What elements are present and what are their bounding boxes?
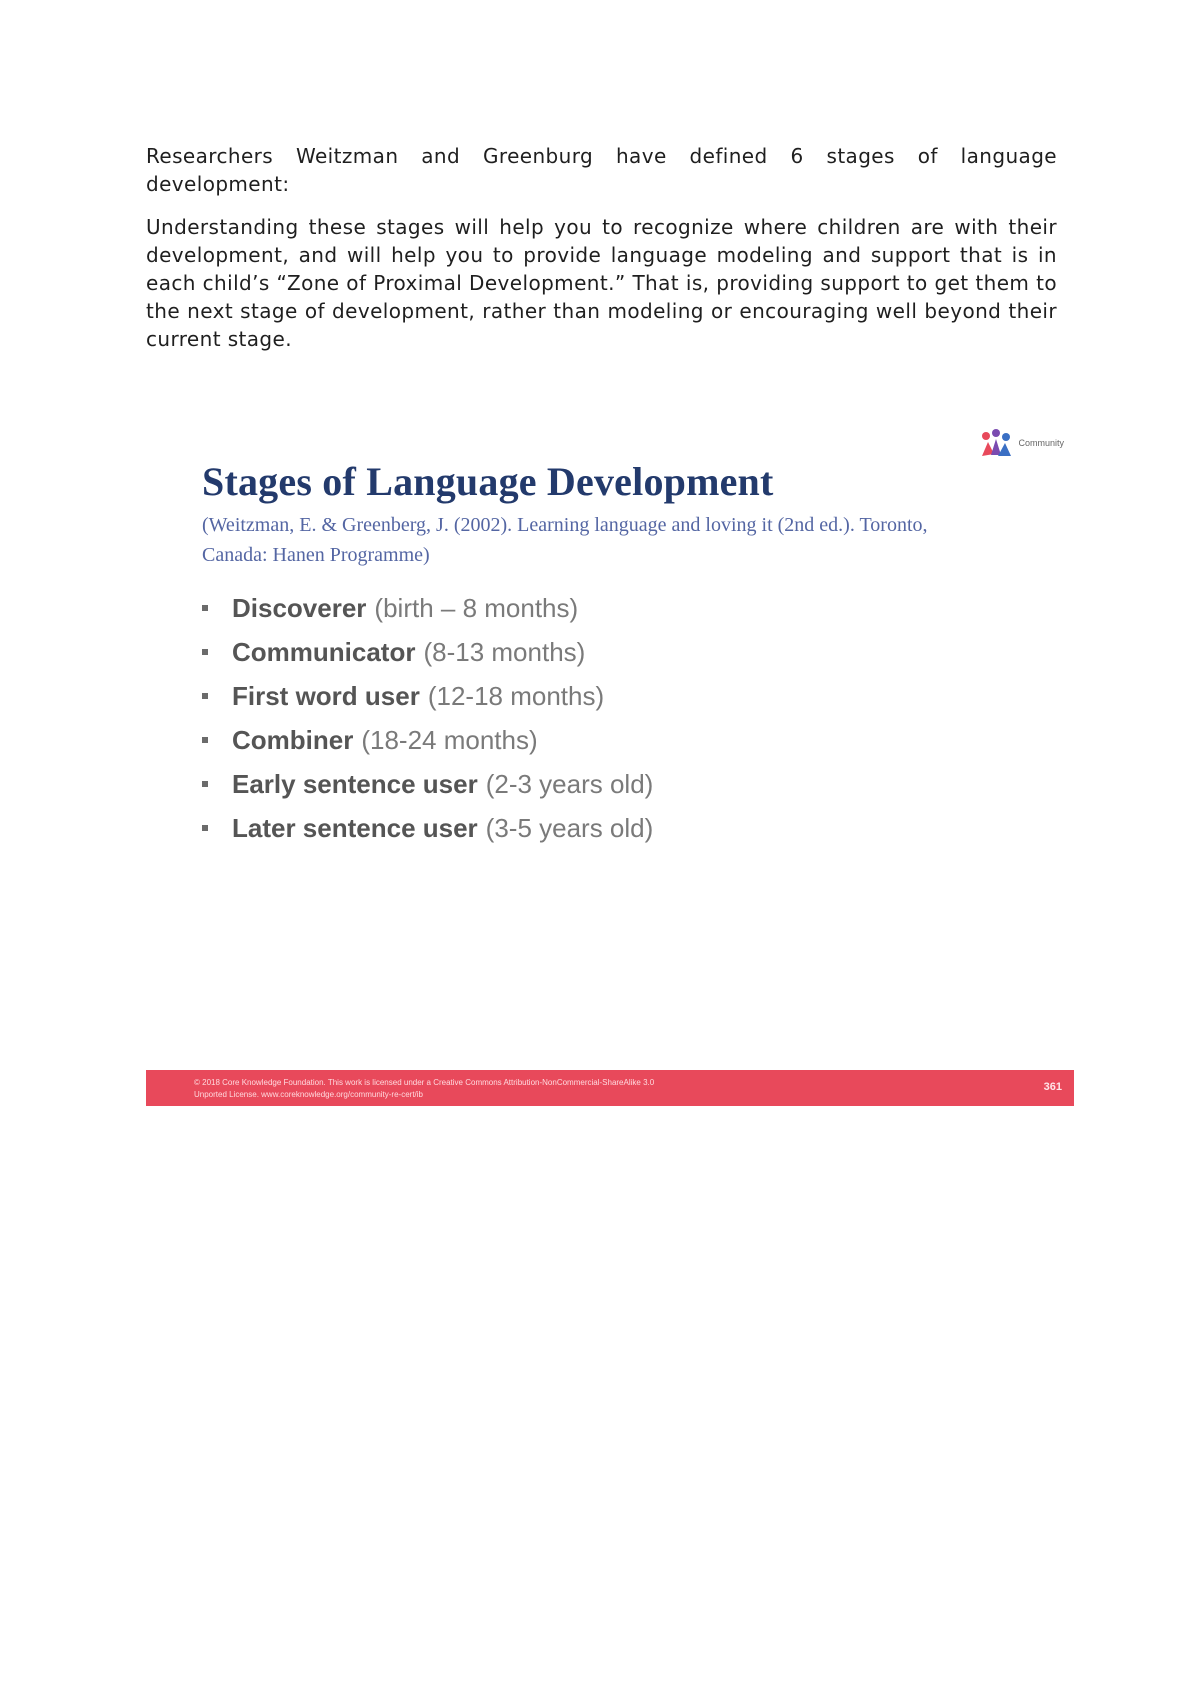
footer-license-line: © 2018 Core Knowledge Foundation. This work is licensed under a Creative Commons Attribution-NonCommercial-ShareAlike 3.0 bbox=[194, 1078, 655, 1087]
logo-text: Community bbox=[1018, 438, 1064, 448]
stage-name: Communicator bbox=[232, 636, 416, 667]
stage-name: Discoverer bbox=[232, 592, 367, 623]
stage-age: (2-3 years old) bbox=[485, 768, 654, 799]
stage-name: Later sentence user bbox=[232, 812, 478, 843]
stage-age: (8-13 months) bbox=[423, 636, 586, 667]
slide-title: Stages of Language Development bbox=[202, 459, 774, 504]
list-item bbox=[202, 674, 653, 718]
page-text bbox=[146, 142, 1057, 368]
stage-age: (3-5 years old) bbox=[485, 812, 654, 843]
list-item bbox=[202, 762, 653, 806]
bullet-icon bbox=[202, 649, 208, 655]
list-item bbox=[202, 586, 653, 630]
bullet-icon bbox=[202, 737, 208, 743]
list-item bbox=[202, 718, 653, 762]
stage-age: (birth – 8 months) bbox=[374, 592, 579, 623]
bullet-icon bbox=[202, 781, 208, 787]
list-item bbox=[202, 630, 653, 674]
community-logo-icon bbox=[978, 428, 1014, 458]
stage-list bbox=[202, 586, 653, 850]
slide-footer bbox=[146, 1070, 1074, 1106]
intro-paragraph: Researchers Weitzman and Greenburg have defined 6 stages of language development: bbox=[146, 144, 1057, 196]
stage-age: (18-24 months) bbox=[361, 724, 538, 755]
slide-page-number: 361 bbox=[1043, 1081, 1062, 1093]
stage-name: Combiner bbox=[232, 724, 354, 755]
explanation-paragraph: Understanding these stages will help you to recognize where children are with their development, and will help you to provide language modeling and support that is in each child’s “Zone of Proximal Development.” That is, providing support to get them to the next stage of development, rather than modeling or encouraging well beyond their current stage. bbox=[146, 215, 1057, 351]
slide-citation: (Weitzman, E. & Greenberg, J. (2002). Learning language and loving it (2nd ed.). Toronto, Canada: Hanen Programme) bbox=[202, 514, 928, 566]
stage-name: Early sentence user bbox=[232, 768, 478, 799]
stage-name: First word user bbox=[232, 680, 420, 711]
logo bbox=[978, 428, 1064, 458]
slide-image bbox=[146, 418, 1074, 1106]
footer-license-link: Unported License. www.coreknowledge.org/community-re-cert/ib bbox=[194, 1090, 423, 1099]
stage-age: (12-18 months) bbox=[427, 680, 605, 711]
bullet-icon bbox=[202, 605, 208, 611]
bullet-icon bbox=[202, 825, 208, 831]
list-item bbox=[202, 806, 653, 850]
bullet-icon bbox=[202, 693, 208, 699]
